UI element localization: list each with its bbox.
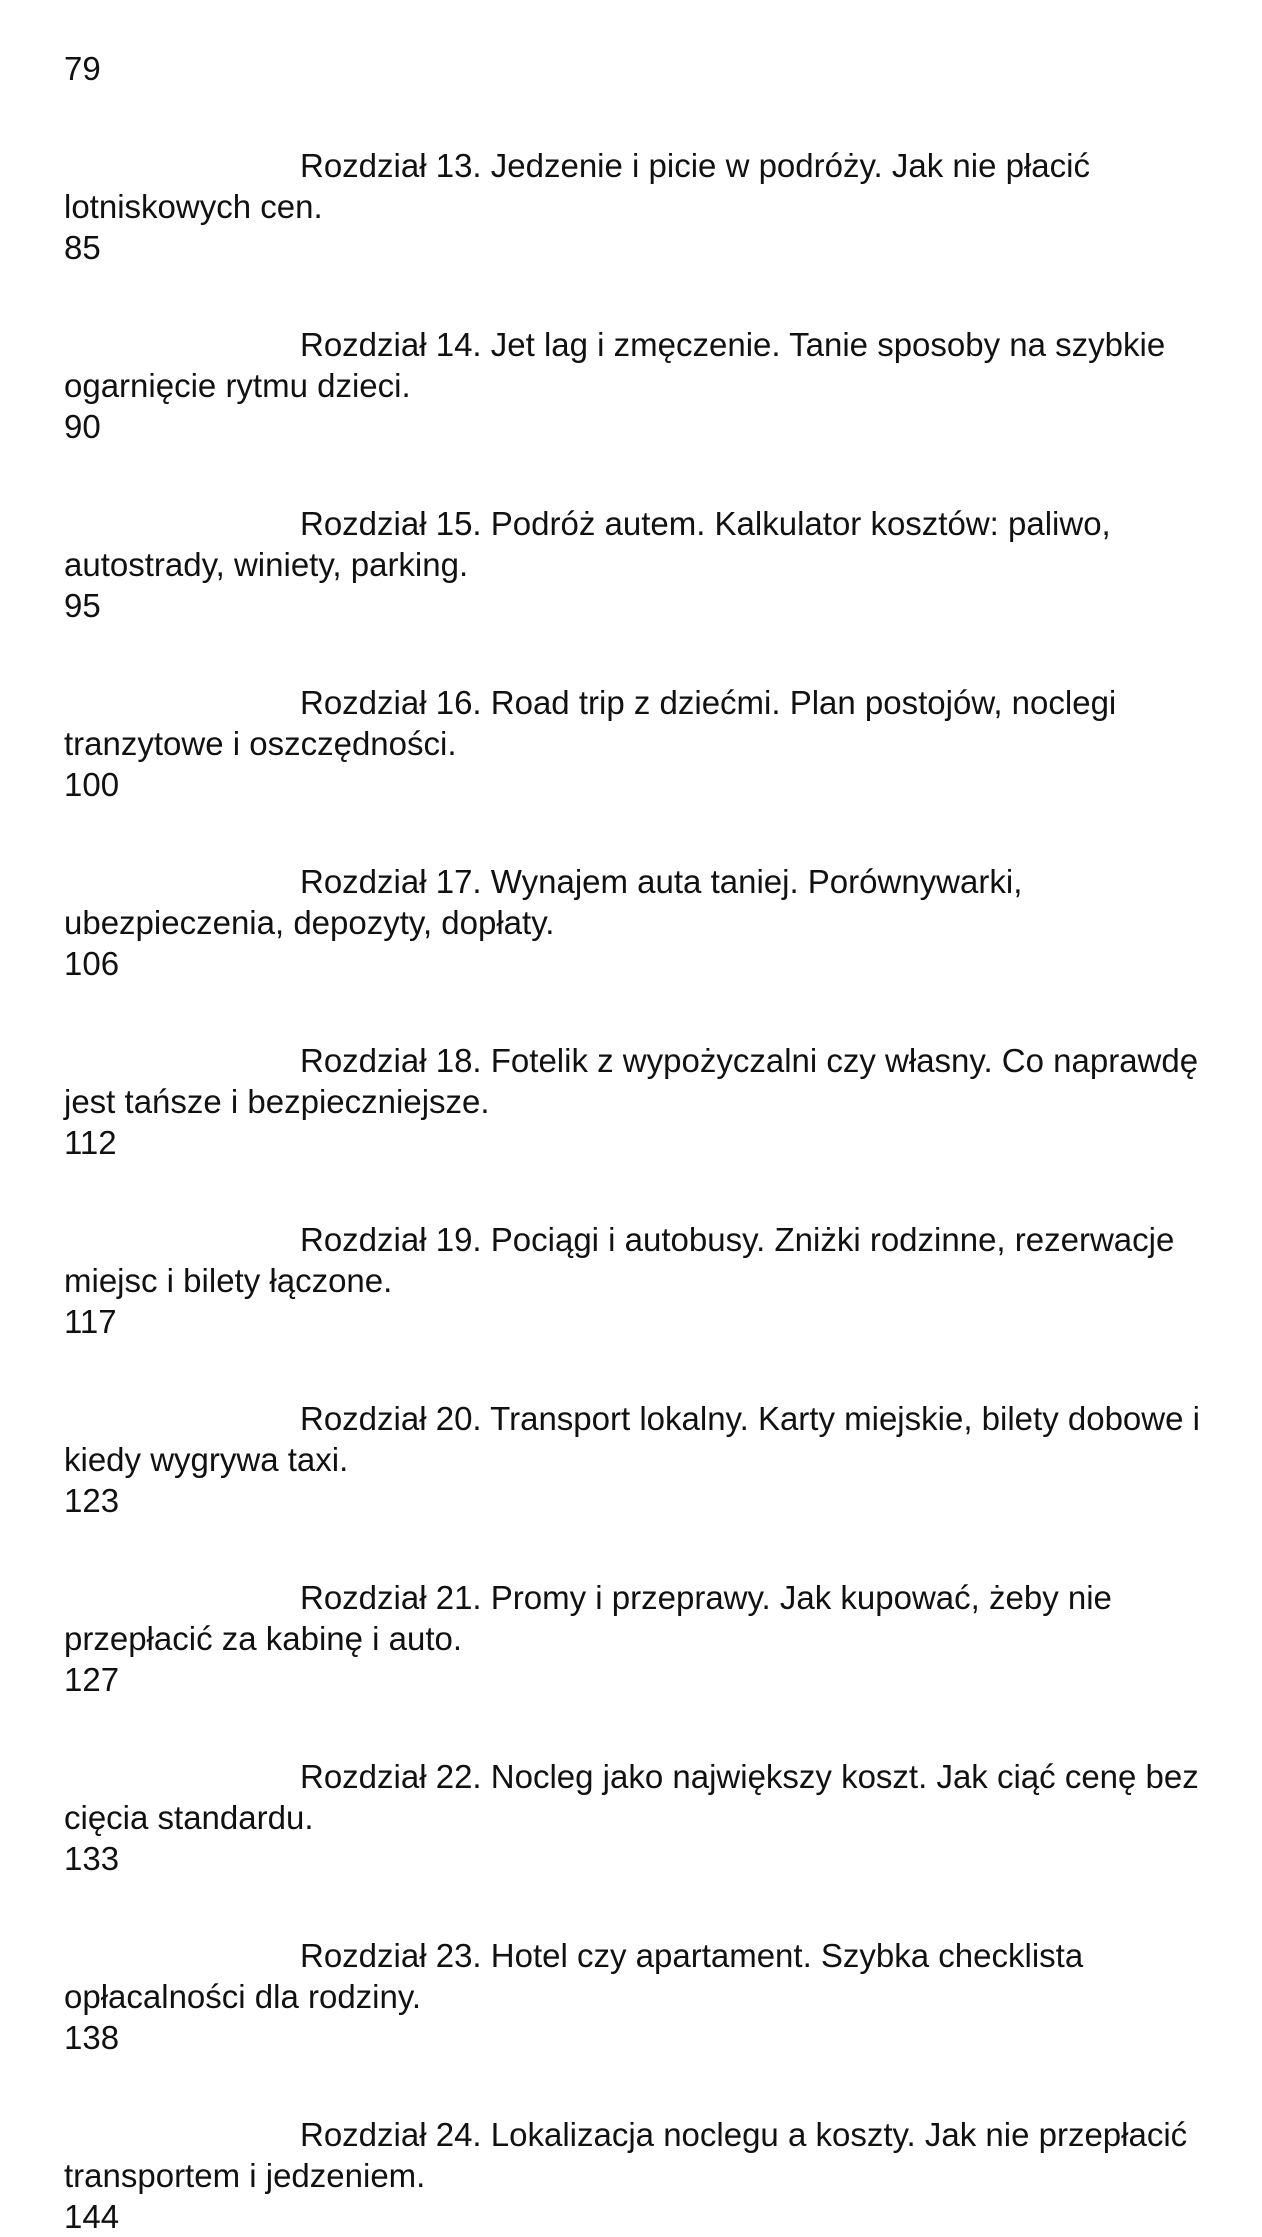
toc-entry[interactable] xyxy=(64,1040,1214,1163)
chapter-page-number: 90 xyxy=(64,408,101,445)
chapter-page-number: 85 xyxy=(64,229,101,266)
toc-entry[interactable] xyxy=(64,1935,1214,2058)
toc-entry[interactable] xyxy=(64,145,1214,268)
chapter-page-number: 106 xyxy=(64,945,120,982)
chapter-page-number: 100 xyxy=(64,766,120,803)
chapter-title: Rozdział 19. Pociągi i autobusy. Zniżki rodzinne, rezerwacje miejsc i bilety łączone. xyxy=(64,1221,1175,1299)
toc-entry[interactable] xyxy=(64,503,1214,626)
chapter-title: Rozdział 15. Podróż autem. Kalkulator kosztów: paliwo, autostrady, winiety, parking. xyxy=(64,505,1111,583)
toc-entry[interactable] xyxy=(64,1398,1214,1521)
chapter-page-number: 95 xyxy=(64,587,101,624)
chapter-page-number: 112 xyxy=(64,1124,117,1161)
toc-entry[interactable] xyxy=(64,324,1214,447)
chapter-title: Rozdział 20. Transport lokalny. Karty miejskie, bilety dobowe i kiedy wygrywa taxi. xyxy=(64,1400,1200,1478)
chapter-page-number: 117 xyxy=(64,1303,117,1340)
toc-entry[interactable] xyxy=(64,1219,1214,1342)
chapter-title: Rozdział 24. Lokalizacja noclegu a koszty. Jak nie przepłacić transportem i jedzeniem. xyxy=(64,2116,1188,2194)
chapter-title: Rozdział 14. Jet lag i zmęczenie. Tanie sposoby na szybkie ogarnięcie rytmu dzieci. xyxy=(64,326,1166,404)
chapter-page-number: 138 xyxy=(64,2019,120,2056)
chapter-title: Rozdział 22. Nocleg jako największy koszt. Jak ciąć cenę bez cięcia standardu. xyxy=(64,1758,1199,1836)
chapter-page-number: 123 xyxy=(64,1482,120,1519)
toc-entry[interactable] xyxy=(64,1756,1214,1879)
chapter-title: Rozdział 18. Fotelik z wypożyczalni czy własny. Co naprawdę jest tańsze i bezpieczniejsze. xyxy=(64,1042,1199,1120)
toc-entry[interactable] xyxy=(64,682,1214,805)
toc-entry[interactable] xyxy=(64,2114,1214,2237)
previous-entry-page-number: 79 xyxy=(64,50,101,87)
toc-entry[interactable] xyxy=(64,861,1214,984)
chapter-title: Rozdział 17. Wynajem auta taniej. Porównywarki, ubezpieczenia, depozyty, dopłaty. xyxy=(64,863,1023,941)
chapter-title: Rozdział 13. Jedzenie i picie w podróży. Jak nie płacić lotniskowych cen. xyxy=(64,147,1090,225)
chapter-title: Rozdział 16. Road trip z dziećmi. Plan postojów, noclegi tranzytowe i oszczędności. xyxy=(64,684,1117,762)
chapter-page-number: 133 xyxy=(64,1840,120,1877)
chapter-page-number: 144 xyxy=(64,2198,120,2235)
toc-entry[interactable] xyxy=(64,1577,1214,1700)
chapter-title: Rozdział 23. Hotel czy apartament. Szybka checklista opłacalności dla rodziny. xyxy=(64,1937,1084,2015)
chapter-title: Rozdział 21. Promy i przeprawy. Jak kupować, żeby nie przepłacić za kabinę i auto. xyxy=(64,1579,1112,1657)
table-of-contents xyxy=(64,48,1214,2237)
chapter-page-number: 127 xyxy=(64,1661,120,1698)
toc-entries xyxy=(64,145,1214,2237)
